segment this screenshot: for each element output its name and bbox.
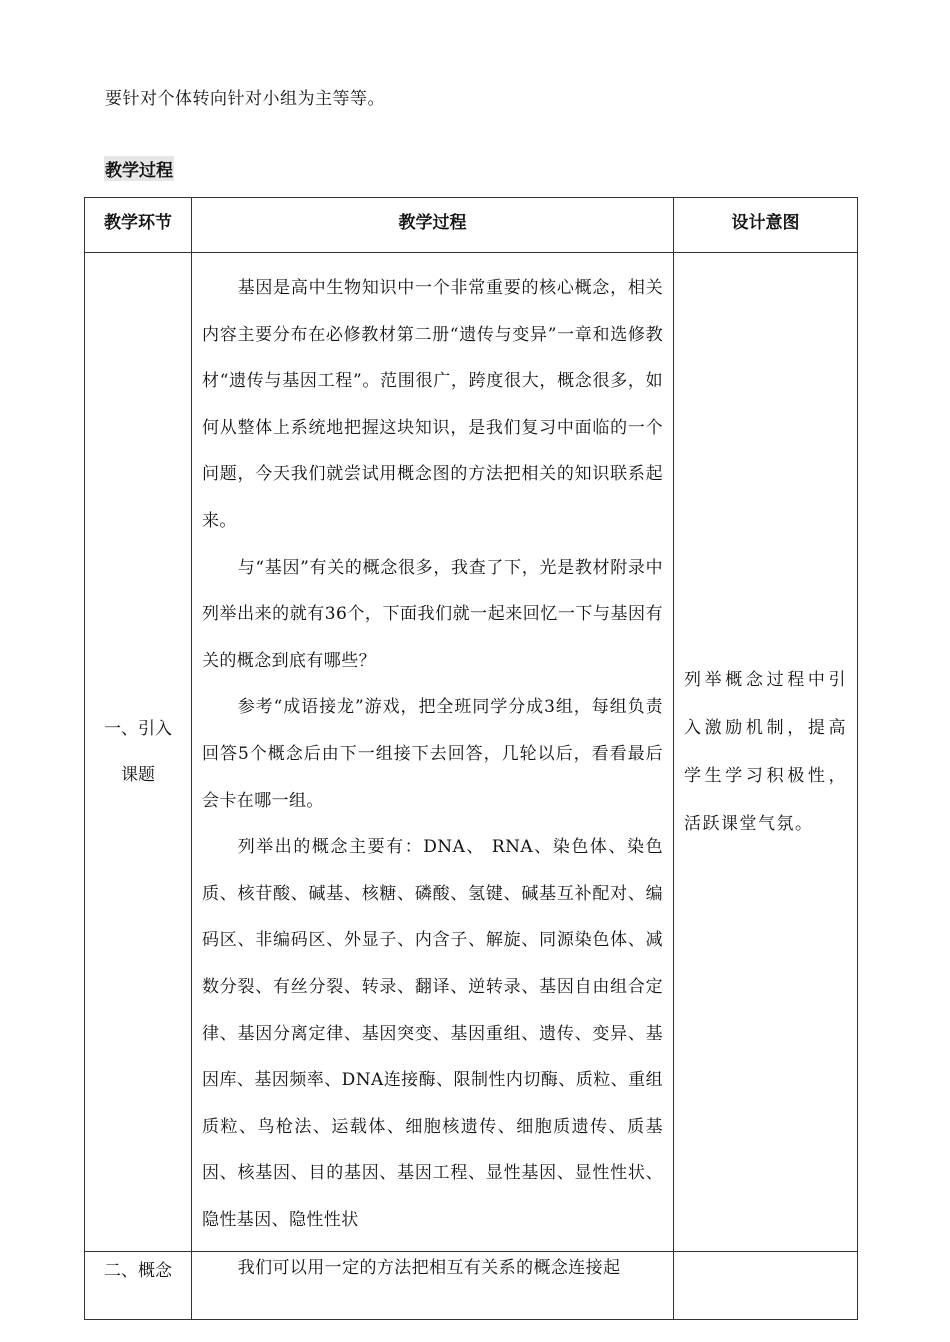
stage-cell [85,253,192,1252]
process-paragraph: 基因是高中生物知识中一个非常重要的核心概念，相关内容主要分布在必修教材第二册“遗传与变异”一章和选修教材“遗传与基因工程”。范围很广，跨度很大，概念很多，如何从整体上系统地把握这块知识，是我们复习中面临的一个问题，今天我们就尝试用概念图的方法把相关的知识联系起来。 [202,278,663,531]
process-paragraph: 与“基因”有关的概念很多，我查了下，光是教材附录中列举出来的就有36个，下面我们就一起来回忆一下与基因有关的概念到底有哪些？ [202,557,663,671]
intent-cell: 列举概念过程中引入激励机制，提高学生学习积极性，活跃课堂气氛。 [674,253,858,1252]
intro-text: 要针对个体转向针对小组为主等等。 [105,89,385,109]
table-header-row [85,198,858,253]
section-heading: 教学过程 [104,156,174,181]
stage-label-line: 课题 [121,765,155,785]
header-process: 教学过程 [192,198,674,253]
stage-label-line: 二、概念 [104,1261,172,1281]
stage-cell [85,1252,192,1320]
teaching-process-table [84,197,858,1320]
process-paragraph: 列举出的概念主要有：DNA、 RNA、染色体、染色质、核苷酸、碱基、核糖、磷酸、氢键、碱基互补配对、编码区、非编码区、外显子、内含子、解旋、同源染色体、减数分裂、有丝分裂、转录、翻译、逆转录、基因自由组合定律、基因分离定律、基因突变、基因重组、遗传、变异、基因库、基因频率、DNA连接酶、限制性内切酶、质粒、重组质粒、鸟枪法、运载体、细胞核遗传、细胞质遗传、质基因、核基因、目的基因、基因工程、显性基因、显性性状、隐性基因、隐性性状 [202,837,663,1230]
process-cell [192,253,674,1252]
stage-label-line: 一、引入 [104,719,172,739]
process-paragraph: 参考“成语接龙”游戏，把全班同学分成3组，每组负责回答5个概念后由下一组接下去回答，几轮以后，看看最后会卡在哪一组。 [202,697,663,811]
header-intent: 设计意图 [674,198,858,253]
table-row [85,253,858,1252]
process-paragraph: 我们可以用一定的方法把相互有关系的概念连接起 [237,1258,621,1278]
header-stage: 教学环节 [85,198,192,253]
table-row [85,1252,858,1320]
intent-cell [674,1252,858,1320]
process-cell [192,1252,674,1320]
